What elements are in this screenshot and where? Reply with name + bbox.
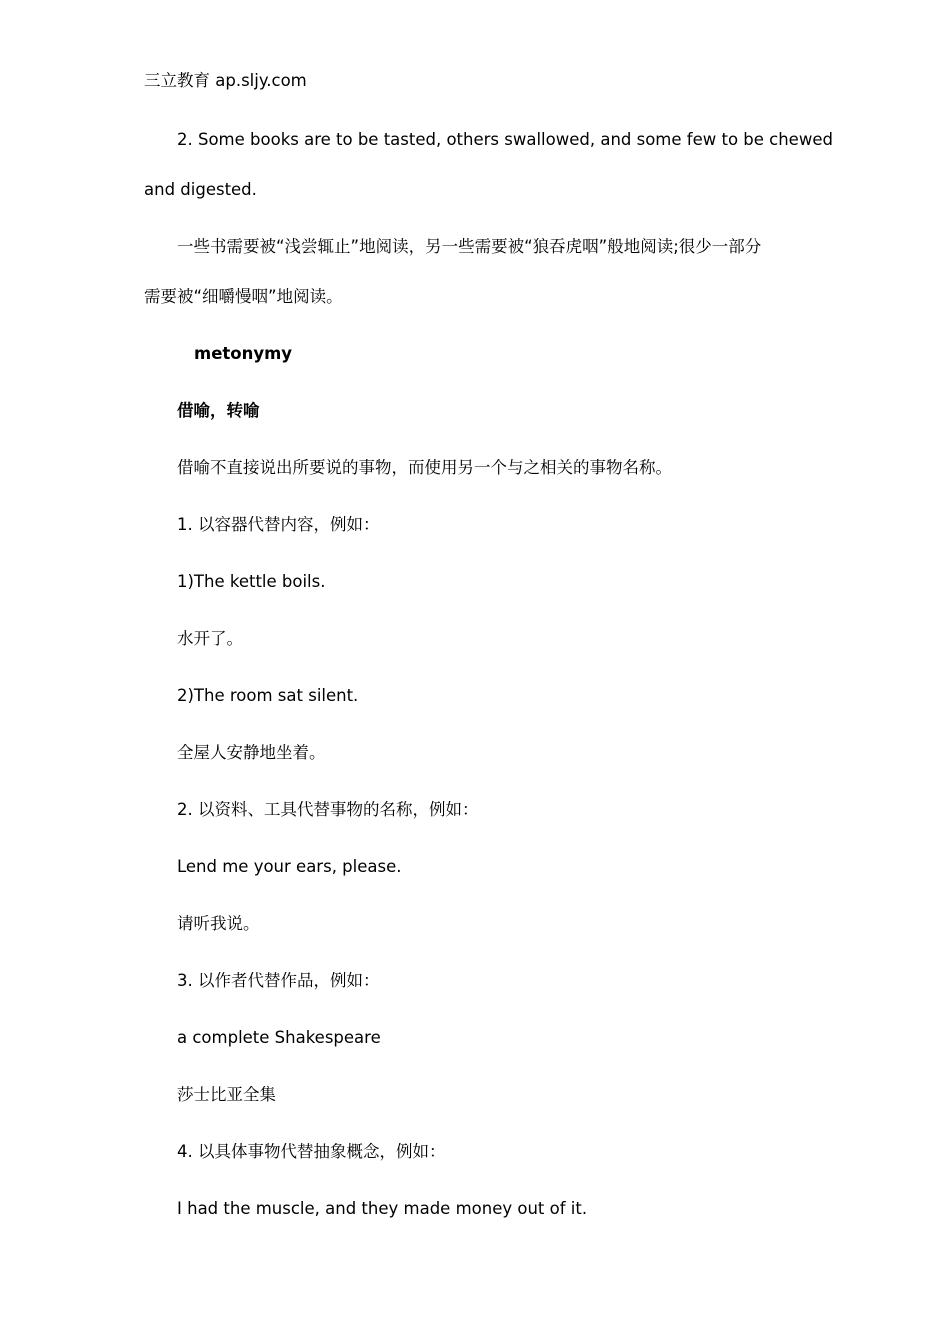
example-3-english: a complete Shakespeare — [177, 1028, 381, 1047]
rule-4: 4. 以具体事物代替抽象概念，例如： — [177, 1142, 446, 1161]
quote-english-line-2: and digested. — [144, 180, 257, 199]
example-1-2-chinese: 全屋人安静地坐着。 — [177, 743, 326, 762]
rule-2: 2. 以资料、工具代替事物的名称，例如： — [177, 800, 479, 819]
definition-text: 借喻不直接说出所要说的事物，而使用另一个与之相关的事物名称。 — [177, 458, 672, 477]
example-2-chinese: 请听我说。 — [177, 914, 260, 933]
quote-english-line-1: 2. Some books are to be tasted, others swallowed, and some few to be chewed — [177, 130, 833, 149]
quote-chinese-line-1: 一些书需要被“浅尝辄止”地阅读，另一些需要被“狼吞虎咽”般地阅读;很少一部分 — [177, 237, 762, 256]
page-header: 三立教育 ap.sljy.com — [144, 71, 307, 90]
example-2-english: Lend me your ears, please. — [177, 857, 402, 876]
term-english-heading: metonymy — [194, 344, 293, 363]
rule-1: 1. 以容器代替内容，例如： — [177, 515, 380, 534]
example-1-1-chinese: 水开了。 — [177, 629, 243, 648]
example-4-english: I had the muscle, and they made money out of it. — [177, 1199, 588, 1218]
rule-3: 3. 以作者代替作品，例如： — [177, 971, 380, 990]
term-chinese-heading: 借喻，转喻 — [177, 401, 260, 420]
quote-chinese-line-2: 需要被“细嚼慢咽”地阅读。 — [144, 287, 343, 306]
example-1-1-english: 1)The kettle boils. — [177, 572, 326, 591]
example-3-chinese: 莎士比亚全集 — [177, 1085, 276, 1104]
example-1-2-english: 2)The room sat silent. — [177, 686, 359, 705]
